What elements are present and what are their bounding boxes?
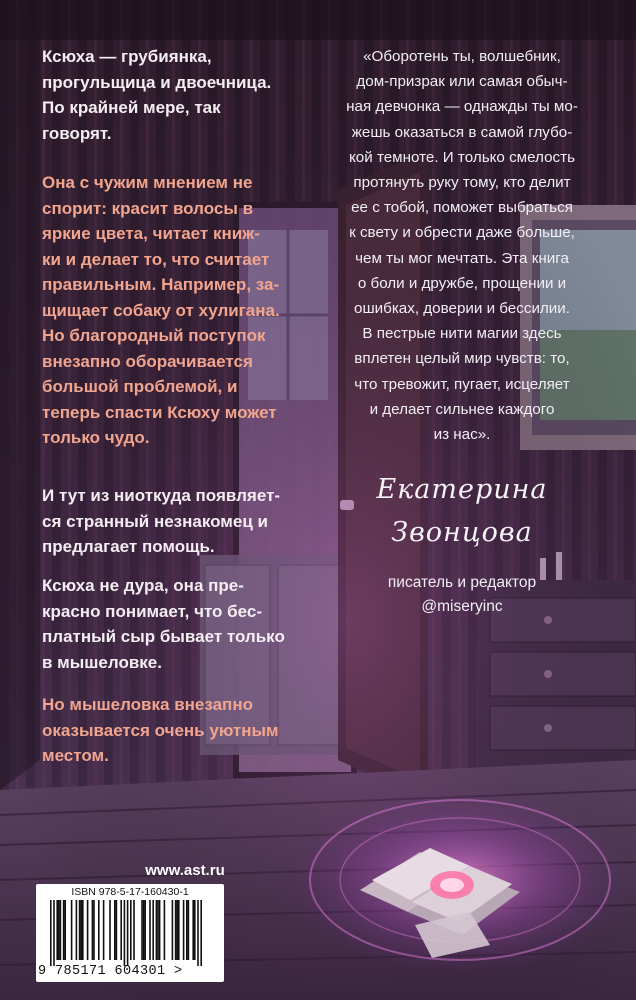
barcode-bar [63, 900, 65, 960]
barcode-bar [175, 900, 177, 960]
barcode-bar [157, 900, 159, 960]
barcode-bar [143, 900, 145, 960]
blurb-paragraph-1: Ксюха — грубиянка, прогульщица и двоечница. По крайней мере, так говорят. [42, 47, 272, 143]
barcode-bar [60, 900, 62, 960]
barcode-bar [80, 900, 82, 960]
barcode-bar [200, 900, 202, 966]
isbn-text: ISBN 978-5-17-160430-1 [71, 886, 189, 898]
barcode-bars [36, 900, 224, 966]
barcode-bar [197, 900, 199, 966]
barcode-bar [87, 900, 89, 960]
blurb-paragraph-5: Но мышеловка внезапно оказывается очень уютным местом. [42, 695, 279, 765]
barcode-bar [188, 900, 190, 960]
barcode-bar [114, 900, 116, 960]
barcode-bar [130, 900, 132, 960]
isbn-barcode [36, 884, 224, 982]
review-quote: «Оборотень ты, волшебник, дом-призрак или самая обыч- ная девчонка — однажды ты мо- жешь оказаться в самой глубо- кой темноте. И только смелость протянуть руку тому, кто делит ее с тобой, поможет выбраться к свету и обрести даже больше, чем ты мог мечтать. Эта книга о боли и дружбе, прощении и ошибках, доверии и бессилии. В пестрые нити магии здесь вплетен целый мир чувств: то, что тревожит, пугает, исцеляет и делает сильнее каждого из нас». [346, 48, 578, 444]
barcode-bar [159, 900, 161, 960]
barcode-bar [152, 900, 154, 960]
barcode-bar [127, 900, 129, 966]
barcode-bar [71, 900, 73, 960]
publisher-website: www.ast.ru [145, 862, 225, 879]
barcode-bar [194, 900, 196, 960]
barcode-bar [98, 900, 100, 960]
barcode-bar [82, 900, 84, 960]
author-handle: @miseryinc [421, 598, 503, 615]
barcode-bar [124, 900, 126, 966]
barcode-bar [149, 900, 151, 960]
barcode-bar [141, 900, 143, 960]
barcode-bar [50, 900, 52, 966]
barcode-bar [172, 900, 174, 960]
barcode-bar [103, 900, 105, 960]
barcode-bar [92, 900, 94, 960]
signature-first-name: Екатерина [376, 474, 548, 505]
author-title: писатель и редактор [387, 574, 537, 591]
barcode-bar [58, 900, 60, 960]
signature-last-name: Звонцова [391, 517, 533, 548]
barcode-bar [164, 900, 166, 960]
barcode-bar [156, 900, 158, 960]
blurb-paragraph-4: Ксюха не дура, она пре- красно понимает, что бес- платный сыр бывает только в мышеловке. [42, 576, 285, 672]
blurb-paragraph-3: И тут из ниоткуда появляет- ся странный незнакомец и предлагает помощь. [42, 486, 281, 556]
barcode-bar [53, 900, 55, 966]
barcode-bar [76, 900, 78, 960]
barcode-bar [186, 900, 188, 960]
barcode-bar [183, 900, 185, 960]
barcode-bar [64, 900, 66, 960]
barcode-bar [93, 900, 95, 960]
barcode-bar [178, 900, 180, 960]
barcode-bar [79, 900, 81, 960]
blurb-paragraph-2: Она с чужим мнением не спорит: красит волосы в яркие цвета, читает книж- ки и делает то, что считает правильным. Например, за- щищает собаку от хулигана. Но благородный поступок внезапно оборачивается большой проблемой, и теперь спасти Ксюху может только чудо. [42, 173, 280, 447]
barcode-bar [144, 900, 146, 960]
barcode-bar [120, 900, 122, 960]
barcode-bar [133, 900, 135, 960]
barcode-bar [192, 900, 194, 960]
ean-digits: 9 785171 604301 > [38, 964, 183, 979]
barcode-bar [116, 900, 118, 960]
barcode-bar [176, 900, 178, 960]
barcode-bar [109, 900, 111, 960]
barcode-bar [56, 900, 58, 960]
